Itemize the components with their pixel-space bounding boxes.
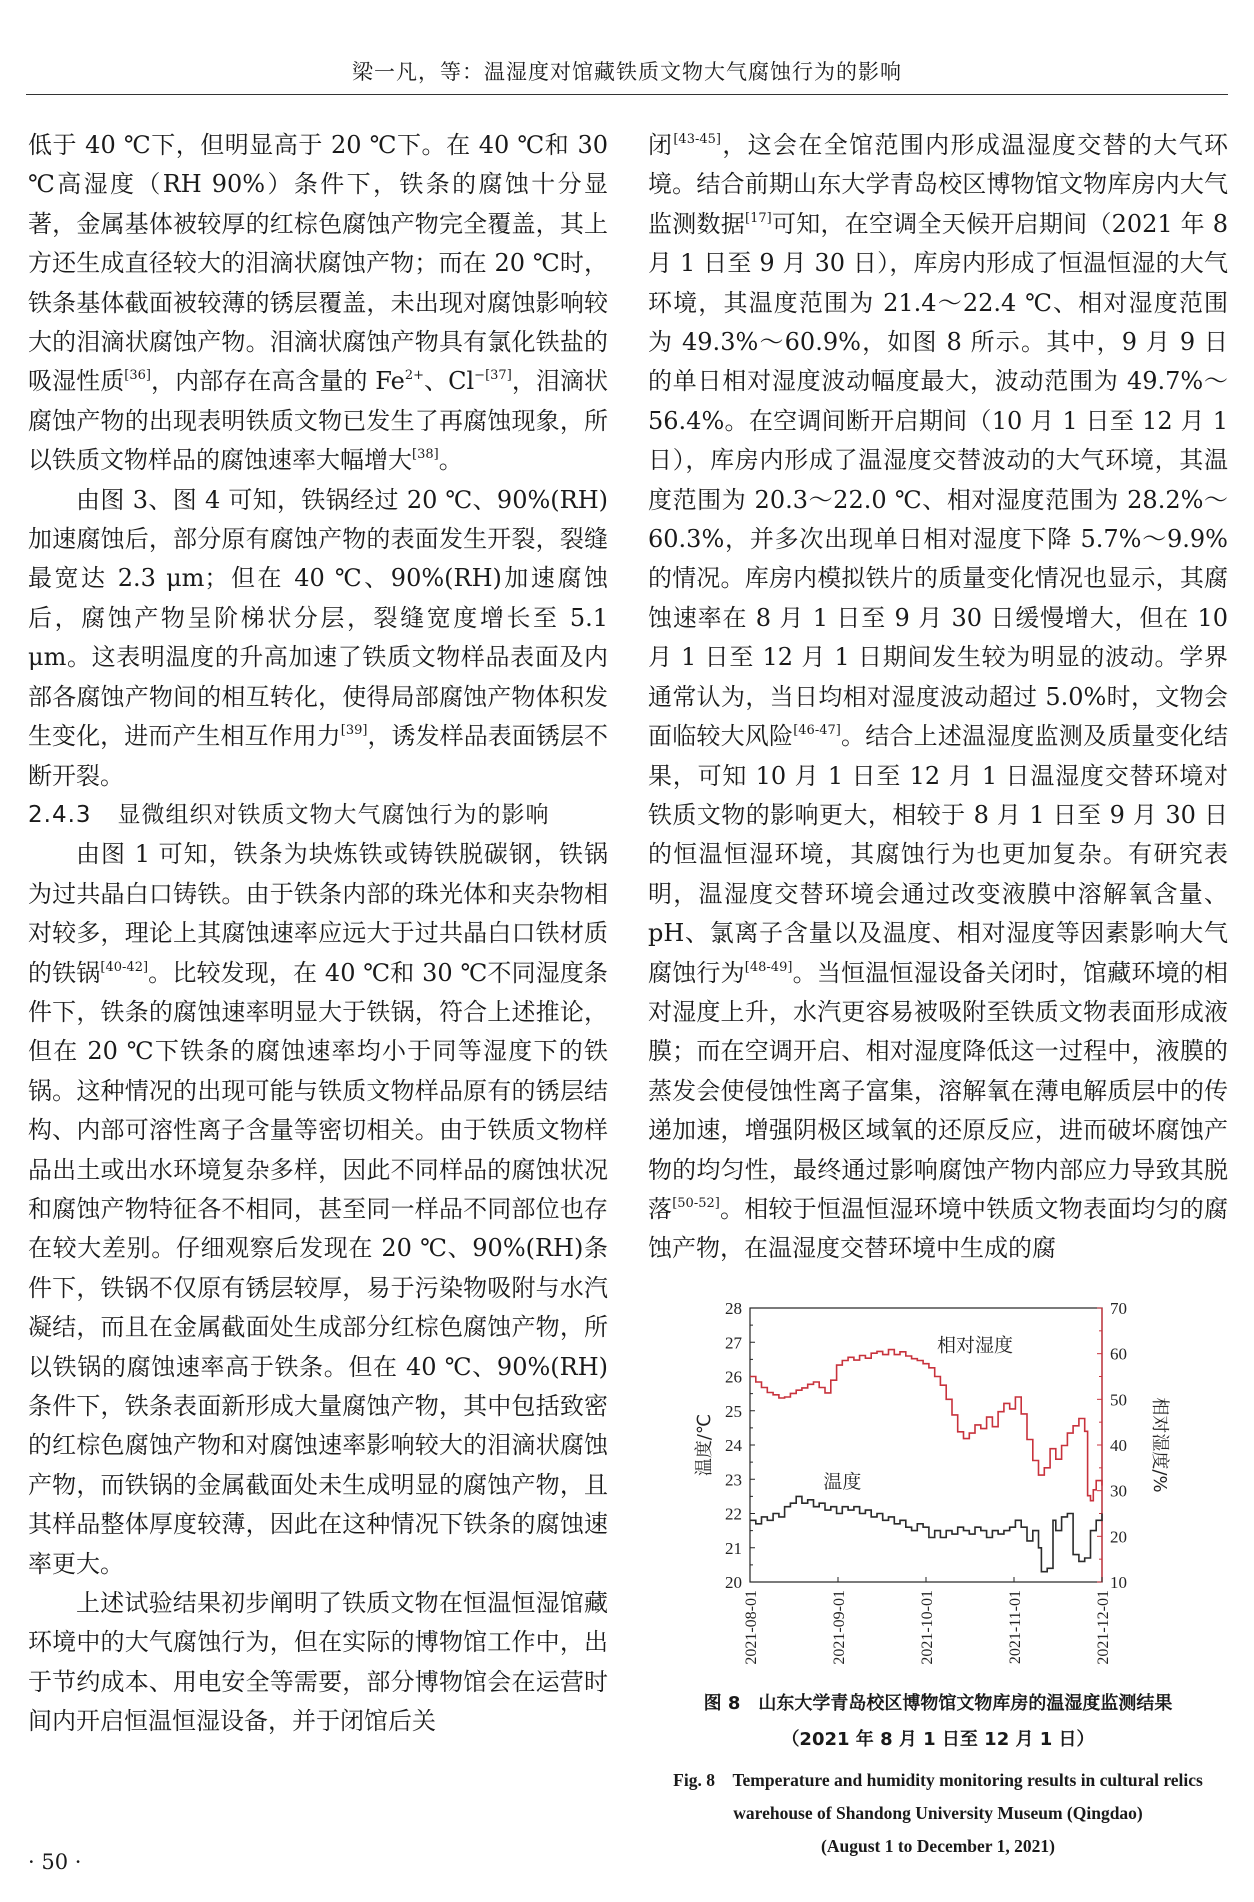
page-number: · 50 ·: [28, 1850, 82, 1874]
temperature-series-line: [750, 1496, 1102, 1571]
temperature-series-label: 温度: [823, 1470, 862, 1493]
citation: [48-49]: [744, 959, 793, 975]
citation: [50-52]: [672, 1195, 720, 1211]
left-column: [28, 126, 608, 1742]
humidity-series-line: [750, 1350, 1102, 1501]
x-tick-label: 2021-10-01: [919, 1590, 936, 1665]
citation: [37]: [485, 368, 512, 384]
citation: [40-42]: [100, 959, 149, 975]
y-right-axis-title: 相对湿度/%: [1149, 1397, 1170, 1493]
x-tick-label: 2021-09-01: [831, 1590, 848, 1665]
paragraph-2: 由图 3、图 4 可知，铁锅经过 20 ℃、90%(RH)加速腐蚀后，部分原有腐蚀产物的表面发生开裂，裂缝最宽达 2.3 μm；但在 40 ℃、90%(RH)加速腐蚀后，腐蚀产物呈阶梯状分层，裂缝宽度增长至 5.1 μm。这表明温度的升高加速了铁质文物样品表面及内部各腐蚀产物间的相互转化，使得局部腐蚀产物体积发生变化，进而产生相互作用力[39]，诱发样品表面锈层不断开裂。: [28, 485, 609, 790]
caption-en-line-1: Fig. 8 Temperature and humidity monitoring results in cultural relics: [673, 1770, 1203, 1790]
citation: [17]: [745, 210, 772, 226]
x-tick-label: 2021-11-01: [1007, 1590, 1024, 1665]
y-left-axis-title: 温度/℃: [694, 1413, 715, 1477]
ion-charge: 2+: [404, 368, 424, 384]
right-tick-label: 40: [1110, 1436, 1127, 1455]
right-tick-label: 60: [1110, 1344, 1127, 1364]
citation: [38]: [412, 447, 439, 463]
right-tick-label: 70: [1110, 1299, 1127, 1318]
caption-en-line-3: (August 1 to December 1, 2021): [821, 1836, 1055, 1856]
header-rule: [26, 94, 1228, 95]
temperature-humidity-chart: [648, 1296, 1228, 1696]
left-tick-label: 20: [725, 1573, 742, 1592]
left-tick-label: 28: [725, 1299, 742, 1318]
caption-cn-line-2: （2021 年 8 月 1 日至 12 月 1 日）: [781, 1729, 1095, 1750]
paragraph-1: 低于 40 ℃下，但明显高于 20 ℃下。在 40 ℃和 30 ℃高湿度（RH 90%）条件下，铁条的腐蚀十分显著，金属基体被较厚的红棕色腐蚀产物完全覆盖，其上方还生成直径较大的泪滴状腐蚀产物；而在 20 ℃时，铁条基体截面被较薄的锈层覆盖，未出现对腐蚀影响较大的泪滴状腐蚀产物。泪滴状腐蚀产物具有氯化铁盐的吸湿性质[36]，内部存在高含量的 $Fe^{2+}$、$Cl^{-[37]}$，泪滴状腐蚀产物的出现表明铁质文物已发生了再腐蚀现象，所以铁质文物样品的腐蚀速率大幅增大[38]。: [28, 131, 609, 475]
right-column: [648, 126, 1228, 1269]
left-tick-label: 24: [725, 1436, 742, 1455]
caption-en-line-2: warehouse of Shandong University Museum (Qingdao): [733, 1803, 1143, 1823]
left-tick-label: 25: [725, 1401, 742, 1421]
section-title: 显微组织对铁质文物大气腐蚀行为的影响: [117, 801, 550, 828]
caption-cn-line-1: 图 8 山东大学青岛校区博物馆文物库房的温湿度监测结果: [703, 1693, 1173, 1714]
figure-8: [648, 1296, 1228, 1696]
ion-charge: −: [474, 368, 486, 384]
citation: [39]: [340, 723, 368, 739]
citation: [46-47]: [793, 723, 841, 739]
section-number: 2.4.3: [28, 801, 92, 828]
left-tick-label: 27: [725, 1333, 742, 1353]
citation: [43-45]: [673, 132, 721, 147]
right-tick-label: 20: [1110, 1527, 1127, 1547]
plot-frame: [750, 1308, 1102, 1582]
figure-captions: [648, 1686, 1228, 1863]
humidity-series-label: 相对湿度: [937, 1334, 1014, 1357]
section-heading: [28, 796, 608, 835]
paragraph-5: 闭[43-45]，这会在全馆范围内形成温湿度交替的大气环境。结合前期山东大学青岛校区博物馆文物库房内大气监测数据[17]可知，在空调全天候开启期间（2021 年 8 月 1 日至 9 月 30 日），库房内形成了恒温恒湿的大气环境，其温度范围为 21.4～22.4 ℃、相对湿度范围为 49.3%～60.9%，如图 8 所示。其中，9 月 9 日的单日相对湿度波动幅度最大，波动范围为 49.7%～56.4%。在空调间断开启期间（10 月 1 日至 12 月 1 日），库房内形成了温湿度交替波动的大气环境，其温度范围为 20.3～22.0 ℃、相对湿度范围为 28.2%～60.3%，并多次出现单日相对湿度下降 5.7%～9.9%的情况。库房内模拟铁片的质量变化情况也显示，其腐蚀速率在 8 月 1 日至 9 月 30 日缓慢增大，但在 10 月 1 日至 12 月 1 日期间发生较为明显的波动。学界通常认为，当日均相对湿度波动超过 5.0%时，文物会面临较大风险[46-47]。结合上述温湿度监测及质量变化结果，可知 10 月 1 日至 12 月 1 日温湿度交替环境对铁质文物的影响更大，相较于 8 月 1 日至 9 月 30 日的恒温恒湿环境，其腐蚀行为也更加复杂。有研究表明，温湿度交替环境会通过改变液膜中溶解氧含量、pH、氯离子含量以及温度、相对湿度等因素影响大气腐蚀行为[48-49]。当恒温恒湿设备关闭时，馆藏环境的相对湿度上升，水汽更容易被吸附至铁质文物表面形成液膜；而在空调开启、相对湿度降低这一过程中，液膜的蒸发会使侵蚀性离子富集，溶解氧在薄电解质层中的传递加速，增强阴极区域氧的还原反应，进而破坏腐蚀产物的均匀性，最终通过影响腐蚀产物内部应力导致其脱落[50-52]。相较于恒温恒湿环境中铁质文物表面均匀的腐蚀产物，在温湿度交替环境中生成的腐: [648, 131, 1229, 1263]
running-title: 梁一凡，等：温湿度对馆藏铁质文物大气腐蚀行为的影响: [352, 60, 902, 84]
right-tick-label: 50: [1110, 1390, 1127, 1410]
citation: [36]: [124, 368, 151, 384]
paragraph-4: 上述试验结果初步阐明了铁质文物在恒温恒湿馆藏环境中的大气腐蚀行为，但在实际的博物馆工作中，出于节约成本、用电安全等需要，部分博物馆会在运营时间内开启恒温恒湿设备，并于闭馆后关: [28, 1589, 608, 1736]
left-tick-label: 26: [725, 1367, 742, 1387]
x-tick-label: 2021-12-01: [1095, 1590, 1112, 1665]
left-tick-label: 21: [725, 1538, 742, 1558]
chart-axes: [750, 1308, 1102, 1582]
left-tick-label: 22: [725, 1504, 742, 1524]
x-tick-label: 2021-08-01: [743, 1590, 760, 1665]
right-tick-label: 10: [1110, 1573, 1127, 1592]
right-tick-label: 30: [1110, 1481, 1127, 1501]
left-tick-label: 23: [725, 1470, 742, 1490]
paragraph-3: 由图 1 可知，铁条为块炼铁或铸铁脱碳钢，铁锅为过共晶白口铸铁。由于铁条内部的珠光体和夹杂物相对较多，理论上其腐蚀速率应远大于过共晶白口铁材质的铁锅[40-42]。比较发现，在 40 ℃和 30 ℃不同湿度条件下，铁条的腐蚀速率明显大于铁锅，符合上述推论，但在 20 ℃下铁条的腐蚀速率均小于同等湿度下的铁锅。这种情况的出现可能与铁质文物样品原有的锈层结构、内部可溶性离子含量等密切相关。由于铁质文物样品出土或出水环境复杂多样，因此不同样品的腐蚀状况和腐蚀产物特征各不相同，甚至同一样品不同部位也存在较大差别。仔细观察后发现在 20 ℃、90%(RH)条件下，铁锅不仅原有锈层较厚，易于污染物吸附与水汽凝结，而且在金属截面处生成部分红棕色腐蚀产物，所以铁锅的腐蚀速率高于铁条。但在 40 ℃、90%(RH)条件下，铁条表面新形成大量腐蚀产物，其中包括致密的红棕色腐蚀产物和对腐蚀速率影响较大的泪滴状腐蚀产物，而铁锅的金属截面处未生成明显的腐蚀产物，且其样品整体厚度较薄，因此在这种情况下铁条的腐蚀速率更大。: [28, 840, 608, 1578]
chart-series: [750, 1350, 1102, 1572]
